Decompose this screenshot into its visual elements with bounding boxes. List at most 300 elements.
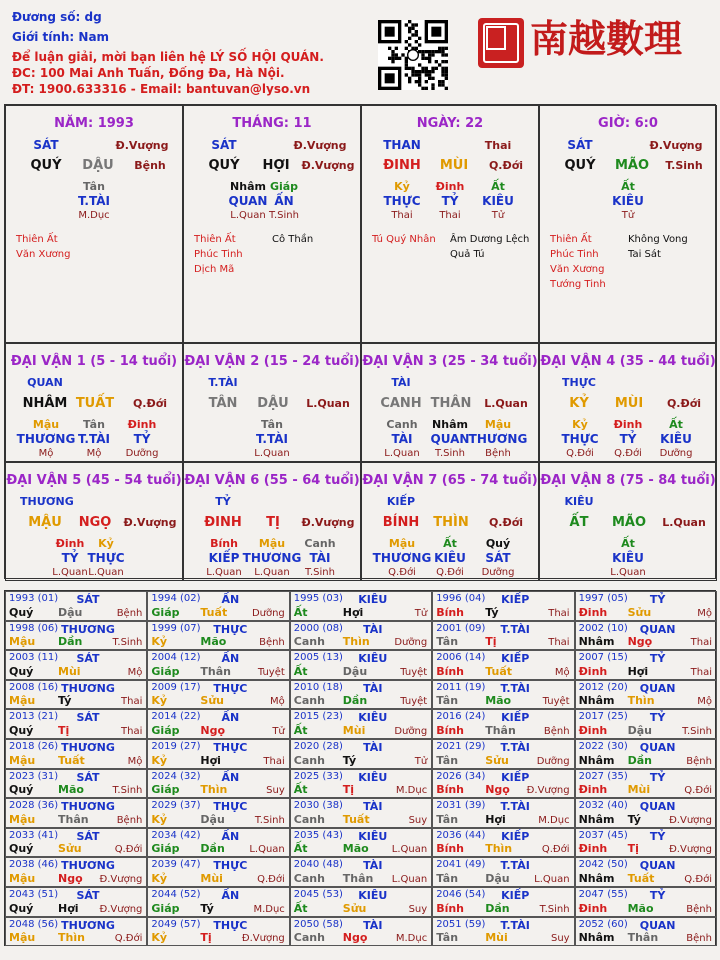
year-label: 2049 (57) (151, 918, 201, 930)
hidden-stem: Giáp (269, 180, 299, 193)
dai-van-cell (539, 343, 717, 462)
year-label: 2043 (51) (9, 889, 59, 900)
year-stem: Nhâm (578, 753, 615, 767)
year-cell (575, 709, 717, 739)
year-life-cycle: Đ.Vượng (241, 933, 285, 945)
year-life-cycle: Suy (408, 903, 428, 915)
hidden-stem: Tân (83, 418, 105, 431)
seal-stamp-icon (478, 18, 524, 68)
year-cell (290, 680, 432, 710)
dai-van-stem: BÍNH (382, 515, 420, 530)
hidden-god: THƯƠNG (242, 551, 302, 565)
pillar-title: NGÀY: 22 (416, 116, 484, 131)
year-label: 2044 (52) (151, 889, 201, 900)
year-cell (432, 709, 574, 739)
hidden-stem: Đinh (127, 418, 157, 431)
year-god: THƯƠNG (61, 741, 115, 754)
year-stem: Mậu (9, 635, 36, 649)
hidden-stem: Kỷ (98, 537, 114, 550)
year-life-cycle: T.Sinh (682, 725, 712, 737)
year-cell (575, 680, 717, 710)
year-label: 2038 (46) (9, 859, 59, 871)
year-cell (147, 887, 289, 917)
year-branch: Thìn (58, 931, 85, 945)
hidden-god: ẤN (274, 194, 294, 208)
year-label: 2036 (44) (436, 829, 486, 841)
year-god: KIẾP (501, 593, 530, 606)
year-branch: Thìn (200, 783, 228, 797)
year-label: 1999 (07) (151, 622, 201, 634)
year-stem: Kỷ (151, 812, 168, 826)
year-label: 2052 (60) (578, 918, 628, 930)
hidden-god: T.TÀI (78, 194, 110, 208)
stars-left: Tú Quý Nhân (372, 234, 436, 245)
year-life-cycle: Tuyệt (400, 666, 428, 678)
year-life-cycle: Dưỡng (394, 637, 428, 649)
year-branch: Mùi (627, 783, 651, 797)
year-cell (5, 857, 147, 887)
hidden-life-cycle: L.Quan (230, 210, 266, 221)
year-stem: Quý (9, 842, 34, 856)
year-god: KIẾP (501, 652, 530, 666)
phone-email-line: ĐT: 1900.633316 - Email: bantuvan@lyso.vn (12, 82, 311, 96)
year-god: T.TÀI (500, 741, 530, 754)
year-cell (5, 650, 147, 680)
year-stem: Bính (436, 842, 465, 856)
year-branch: Tị (342, 783, 355, 797)
hidden-god: THỰC (383, 194, 421, 208)
year-life-cycle: Dưỡng (536, 755, 570, 767)
year-branch: Mùi (342, 723, 366, 737)
year-life-cycle: Bệnh (259, 637, 285, 649)
pillar-stem-god: THAN (383, 138, 421, 152)
dai-van-branch: MÙI (614, 396, 644, 411)
owner-gender: Giới tính: Nam (12, 30, 110, 44)
year-label: 2014 (22) (151, 711, 201, 723)
year-life-cycle: Tuyệt (400, 696, 428, 708)
year-life-cycle: T.Sinh (112, 785, 143, 797)
dai-van-stem: ĐINH (204, 515, 242, 530)
header (0, 0, 720, 100)
year-branch: Tý (627, 812, 641, 826)
year-life-cycle: T.Sinh (112, 637, 143, 649)
year-branch: Mão (200, 635, 227, 649)
year-cell (432, 739, 574, 769)
year-label: 2022 (30) (578, 741, 628, 752)
year-life-cycle: Mộ (127, 755, 143, 767)
year-branch: Thân (200, 664, 231, 678)
hidden-life-cycle: Tử (621, 210, 635, 221)
year-life-cycle: Thai (121, 725, 143, 737)
year-cell (5, 769, 147, 799)
year-cell (147, 709, 289, 739)
year-life-cycle: Tử (414, 607, 428, 619)
hidden-god: THỰC (561, 432, 599, 446)
year-stem: Ất (293, 605, 308, 619)
year-god: KIÊU (358, 889, 388, 902)
dai-van-branch: TỊ (266, 515, 280, 530)
year-label: 2015 (23) (293, 711, 343, 723)
year-branch: Tý (58, 694, 72, 708)
year-life-cycle: Dưỡng (251, 607, 285, 619)
year-cell (575, 769, 717, 799)
year-cell (290, 828, 432, 858)
year-label: 1996 (04) (436, 593, 486, 604)
year-stem: Canh (293, 694, 325, 708)
year-god: THƯƠNG (61, 800, 115, 814)
year-branch: Dậu (342, 664, 368, 678)
dai-van-cell (5, 343, 183, 462)
year-branch: Ngọ (627, 635, 653, 649)
dai-van-title: ĐẠI VẬN 1 (5 - 14 tuổi) (10, 354, 178, 369)
year-label: 2002 (10) (578, 622, 628, 634)
hidden-stem: Nhâm (230, 180, 266, 193)
year-branch: Dần (627, 753, 652, 767)
year-branch: Sửu (342, 901, 367, 915)
year-stem: Kỷ (151, 931, 168, 945)
year-life-cycle: T.Sinh (539, 903, 570, 915)
hidden-stem: Canh (386, 418, 418, 431)
year-life-cycle: Đ.Vượng (99, 903, 143, 915)
year-life-cycle: L.Quan (534, 873, 570, 885)
stars-right: Âm Dương Lệch Quả Tú (450, 234, 530, 260)
year-stem: Đinh (578, 664, 608, 678)
year-god: THỰC (213, 622, 248, 636)
year-god: T.TÀI (500, 800, 530, 814)
year-life-cycle: Thai (548, 637, 570, 649)
year-life-cycle: Thai (263, 755, 285, 767)
pillar-stem-god: SÁT (567, 138, 593, 152)
hidden-god: TỶ (441, 194, 459, 208)
year-god: KIÊU (358, 829, 388, 843)
stars-right: Không Vong Tai Sát (628, 234, 688, 260)
year-stem: Giáp (151, 664, 180, 678)
year-label: 2045 (53) (293, 889, 343, 900)
year-stem: Tân (436, 753, 459, 767)
hidden-stem: Ất (621, 180, 635, 193)
year-stem: Giáp (151, 605, 180, 619)
year-god: TỶ (649, 711, 666, 725)
year-stem: Quý (9, 783, 34, 797)
year-label: 2030 (38) (293, 800, 343, 812)
dai-van-title: ĐẠI VẬN 3 (25 - 34 tuổi) (362, 354, 538, 369)
year-label: 2046 (54) (436, 889, 486, 900)
dai-van-stem: NHÂM (22, 396, 68, 411)
dai-van-cell (361, 343, 539, 462)
year-life-cycle: Bệnh (116, 814, 143, 826)
year-label: 1994 (02) (151, 593, 201, 604)
year-branch: Dậu (58, 605, 83, 619)
dai-van-stem: ẤT (569, 515, 589, 530)
year-branch: Thìn (485, 842, 513, 856)
hidden-life-cycle: L.Quan (88, 567, 124, 578)
year-god: THỰC (213, 741, 248, 754)
year-cell (290, 769, 432, 799)
hidden-stem: Đinh (613, 418, 643, 431)
dai-van-branch: TUẤT (75, 396, 115, 411)
hidden-life-cycle: Dưỡng (125, 448, 159, 459)
year-life-cycle: Đ.Vượng (526, 785, 570, 797)
year-god: THƯƠNG (61, 681, 115, 695)
hidden-god: KIẾP (208, 551, 240, 565)
pillar-stem: QUÝ (208, 158, 240, 173)
year-god: KIÊU (358, 652, 388, 666)
year-stem: Tân (436, 931, 459, 945)
dai-van-life-cycle: Đ.Vượng (123, 516, 177, 529)
year-god: KIÊU (358, 770, 388, 784)
year-label: 2010 (18) (293, 681, 343, 693)
qr-code-icon (378, 20, 448, 90)
stars-left: Thiên Ất Văn Xương (16, 234, 71, 260)
year-god: KIÊU (358, 711, 388, 725)
year-label: 2031 (39) (436, 800, 486, 812)
year-label: 2035 (43) (293, 829, 343, 841)
year-branch: Sửu (58, 842, 82, 856)
year-stem: Mậu (9, 812, 36, 826)
year-god: TÀI (363, 800, 383, 814)
year-label: 2011 (19) (436, 681, 486, 693)
year-stem: Ất (293, 664, 308, 678)
year-cell (5, 798, 147, 828)
year-god: QUAN (639, 622, 676, 636)
year-cell (147, 680, 289, 710)
year-life-cycle: Q.Đới (684, 785, 712, 797)
year-cell (432, 828, 574, 858)
hidden-stem: Bính (210, 537, 238, 550)
year-life-cycle: Thai (121, 696, 143, 708)
year-life-cycle: Q.Đới (257, 873, 285, 885)
year-label: 2048 (56) (9, 918, 59, 930)
year-life-cycle: Q.Đới (541, 844, 570, 856)
pillar-state: Đ.Vượng (649, 139, 703, 152)
year-stem: Nhâm (578, 871, 615, 885)
year-god: T.TÀI (500, 859, 530, 873)
year-stem: Quý (9, 901, 34, 915)
hidden-life-cycle: L.Quan (52, 567, 88, 578)
year-stem: Giáp (151, 842, 180, 856)
hidden-life-cycle: Bệnh (485, 448, 511, 459)
year-cell (147, 650, 289, 680)
pillar-stem-god: SÁT (33, 138, 59, 152)
year-god: SÁT (76, 770, 100, 784)
year-branch: Mùi (200, 871, 223, 885)
year-stem: Tân (436, 812, 459, 826)
year-life-cycle: Suy (550, 933, 570, 945)
stars-left: Thiên Ất Phúc Tinh Dịch Mã (194, 234, 243, 275)
year-stem: Bính (436, 901, 465, 915)
year-life-cycle: Mộ (697, 696, 712, 708)
dai-van-life-cycle: L.Quan (484, 397, 528, 410)
year-cell (432, 798, 574, 828)
year-cell (147, 828, 289, 858)
year-branch: Dần (485, 901, 510, 915)
year-label: 2037 (45) (578, 829, 628, 841)
year-label: 2051 (59) (436, 918, 486, 930)
year-life-cycle: Tử (414, 755, 428, 767)
year-life-cycle: Tử (272, 725, 285, 737)
dai-van-stem-god: TÀI (391, 376, 411, 389)
hidden-god: THƯƠNG (468, 432, 528, 446)
year-god: TÀI (363, 622, 383, 636)
pillar-life-cycle: Bệnh (134, 159, 166, 172)
year-god: THỰC (213, 918, 248, 932)
year-stem: Tân (436, 635, 459, 649)
year-branch: Hợi (200, 753, 221, 767)
year-branch: Thìn (627, 694, 655, 708)
year-god: THƯƠNG (61, 918, 115, 932)
pillar-cell (361, 105, 539, 343)
year-god: QUAN (639, 681, 676, 695)
year-branch: Mùi (58, 664, 81, 678)
year-god: ẤN (221, 770, 240, 784)
hidden-god: TỶ (619, 432, 637, 446)
annual-luck-table (4, 590, 716, 946)
year-life-cycle: Dưỡng (394, 725, 428, 737)
year-cell (290, 739, 432, 769)
year-life-cycle: Bệnh (116, 607, 143, 619)
year-branch: Tị (58, 723, 70, 737)
pillar-title: THÁNG: 11 (232, 116, 312, 131)
year-god: SÁT (76, 889, 100, 902)
year-life-cycle: Q.Đới (114, 933, 143, 945)
year-cell (575, 621, 717, 651)
stars-left: Thiên Ất Phúc Tinh Văn Xương Tướng Tinh (550, 234, 606, 290)
year-branch: Thân (485, 723, 516, 737)
year-branch: Tuất (342, 812, 370, 826)
year-branch: Mão (58, 783, 84, 797)
year-label: 2016 (24) (436, 711, 486, 723)
year-branch: Mão (627, 901, 654, 915)
dai-van-branch: DẬU (257, 396, 289, 411)
hidden-god: T.TÀI (256, 432, 288, 446)
hidden-stem: Tân (83, 180, 105, 193)
year-cell (575, 887, 717, 917)
year-stem: Nhâm (578, 635, 615, 649)
year-branch: Sửu (485, 753, 509, 767)
year-stem: Giáp (151, 723, 180, 737)
year-branch: Hợi (627, 664, 649, 678)
dai-van-stem: CANH (380, 396, 422, 411)
year-god: THỰC (213, 800, 248, 814)
year-label: 1997 (05) (578, 593, 628, 604)
year-branch: Dần (200, 842, 225, 856)
year-label: 2041 (49) (436, 859, 486, 871)
year-branch: Hợi (58, 901, 79, 915)
year-stem: Quý (9, 723, 34, 737)
year-life-cycle: Bệnh (686, 933, 712, 945)
year-life-cycle: Suy (266, 785, 285, 797)
year-stem: Nhâm (578, 812, 615, 826)
year-god: SÁT (76, 593, 100, 606)
year-branch: Dần (58, 635, 83, 649)
hidden-god: KIÊU (482, 194, 514, 208)
year-god: KIÊU (358, 593, 388, 606)
year-label: 2018 (26) (9, 741, 59, 752)
year-label: 2007 (15) (578, 652, 628, 664)
year-life-cycle: L.Quan (391, 844, 428, 856)
dai-van-stem-god: T.TÀI (208, 376, 238, 389)
pillar-cell (5, 105, 183, 343)
year-god: TÀI (363, 681, 383, 695)
year-cell (5, 680, 147, 710)
year-stem: Tân (436, 871, 459, 885)
dai-van-life-cycle: Đ.Vượng (301, 516, 355, 529)
year-god: QUAN (639, 800, 676, 814)
year-god: TỶ (649, 829, 666, 843)
year-life-cycle: Suy (408, 814, 428, 826)
year-life-cycle: Mộ (127, 666, 143, 678)
hidden-god: TỶ (61, 551, 79, 565)
hidden-god: KIÊU (612, 194, 644, 208)
dai-van-title: ĐẠI VẬN 6 (55 - 64 tuổi) (184, 473, 360, 488)
year-stem: Canh (293, 753, 325, 767)
year-label: 2034 (42) (151, 829, 201, 841)
hidden-stem: Kỷ (394, 180, 410, 193)
year-life-cycle: Bệnh (543, 725, 570, 737)
year-cell (147, 621, 289, 651)
year-cell (432, 769, 574, 799)
year-god: KIẾP (501, 711, 530, 725)
year-god: THƯƠNG (61, 622, 115, 636)
year-stem: Mậu (9, 931, 36, 945)
year-god: THƯƠNG (61, 859, 115, 873)
hidden-life-cycle: L.Quan (254, 567, 290, 578)
year-cell (147, 769, 289, 799)
year-branch: Dậu (627, 723, 652, 737)
year-cell (5, 739, 147, 769)
year-life-cycle: Bệnh (686, 903, 712, 915)
hidden-life-cycle: L.Quan (206, 567, 242, 578)
hidden-god: TÀI (309, 551, 331, 565)
year-branch: Thìn (342, 635, 370, 649)
year-cell (432, 680, 574, 710)
hidden-life-cycle: L.Quan (610, 567, 646, 578)
year-cell (575, 798, 717, 828)
hidden-life-cycle: Dưỡng (659, 448, 693, 459)
year-god: TỶ (649, 652, 666, 666)
hidden-life-cycle: L.Quan (384, 448, 420, 459)
year-stem: Bính (436, 783, 465, 797)
dai-van-title: ĐẠI VẬN 8 (75 - 84 tuổi) (540, 473, 716, 488)
year-branch: Dậu (200, 812, 225, 826)
year-label: 2027 (35) (578, 770, 628, 782)
year-label: 1998 (06) (9, 622, 59, 634)
dai-van-title: ĐẠI VẬN 2 (15 - 24 tuổi) (184, 354, 360, 369)
year-cell (5, 591, 147, 621)
hidden-life-cycle: Q.Đới (614, 448, 642, 459)
year-god: TÀI (363, 859, 383, 873)
pillar-state: Đ.Vượng (293, 139, 347, 152)
year-god: QUAN (639, 918, 676, 932)
year-stem: Mậu (9, 871, 36, 885)
hidden-life-cycle: Mộ (38, 448, 54, 459)
year-stem: Đinh (578, 723, 608, 737)
hidden-life-cycle: T.Sinh (305, 567, 335, 578)
year-god: ẤN (221, 889, 240, 902)
year-life-cycle: Mộ (554, 666, 570, 678)
hidden-god: QUAN (430, 432, 470, 446)
hidden-stem: Ất (491, 180, 505, 193)
year-stem: Bính (436, 605, 465, 619)
year-stem: Nhâm (578, 694, 615, 708)
dai-van-stem-god: THỰC (562, 376, 596, 389)
year-life-cycle: M.Dục (538, 814, 570, 826)
year-cell (5, 917, 147, 947)
hidden-stem: Mậu (484, 418, 512, 431)
hidden-stem: Mậu (388, 537, 416, 550)
pillar-title: GIỜ: 6:0 (598, 116, 658, 131)
year-cell (290, 857, 432, 887)
